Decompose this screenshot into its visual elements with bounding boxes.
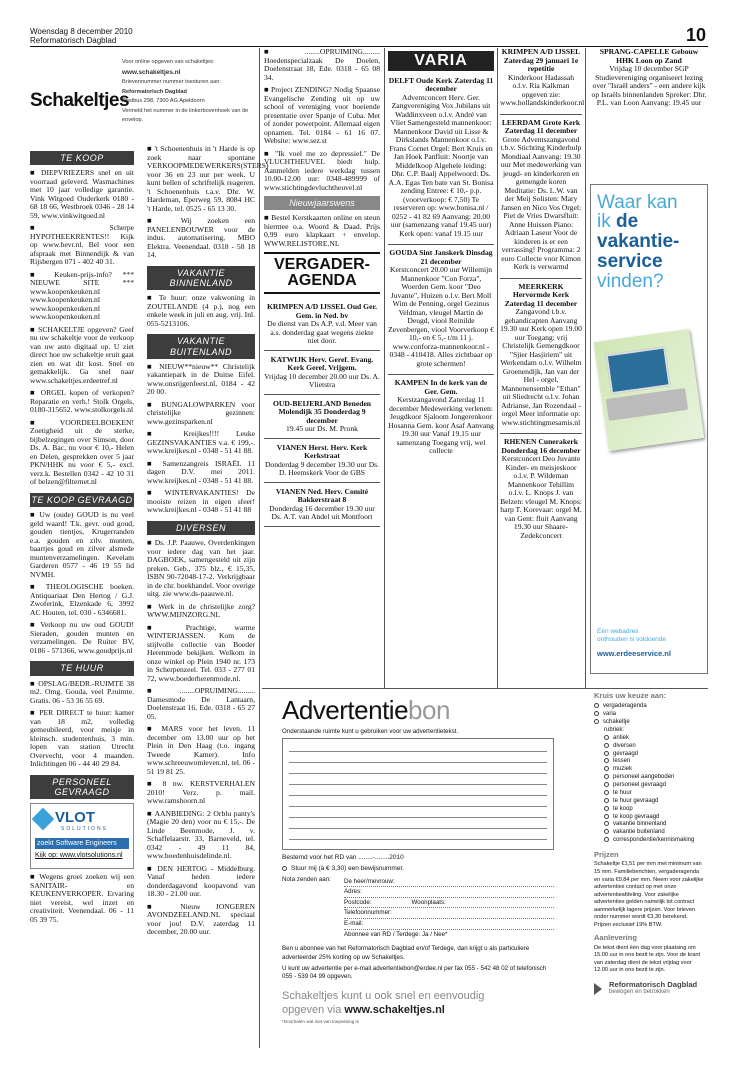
advertentiebon [262, 690, 574, 1050]
laptop-illustration [594, 328, 704, 450]
entry-body: Donderdag 16 december 19.30 uur Ds. A.T. van Andel uit Montfoort [269, 503, 375, 522]
radio-icon[interactable] [594, 711, 599, 716]
option-sub[interactable] [604, 743, 706, 751]
online-url[interactable]: www.schakeltjes.nl [344, 1003, 445, 1016]
entry-body: 19.45 uur Ds. M. Pronk [286, 424, 358, 434]
radio-icon[interactable] [604, 782, 609, 787]
field-name[interactable]: De heer/mevrouw: [344, 877, 554, 888]
vlot-ad[interactable] [30, 803, 134, 869]
entry-title: DELFT Oude Kerk Zaterdag 11 december [388, 75, 494, 94]
rd-logo-name: Reformatorisch Dagblad [609, 979, 698, 989]
entry-title: RHENEN Cunerakerk Donderdag 16 december [501, 437, 581, 455]
nota-fields [344, 877, 554, 940]
entry-body: Vrijdag 10 december 20.00 uur Ds. A. Vlietstra [264, 371, 380, 390]
option-sub[interactable] [604, 798, 706, 806]
classified-ad: ■ Wegens groei zoeken wij een SANITAIR- en KEUKENVERKOPER. Ervaring niet vereist, wel inzet en creativiteit. Veenendaal. 06 - 11 05 39 75. [30, 872, 134, 924]
entry-title: MEERKERK Hervormde Kerk Zaterdag 11 december [504, 281, 578, 308]
write-line[interactable] [289, 763, 547, 774]
classified-ad: ■ MARS voor het leven. 11 december om 13.00 uur op het Plein in Den Haag (t.o. ingang Tweede Kamer). Info www.schreeuwomleven.nl, tel. 06 - 51 19 81 25. [147, 724, 255, 776]
info-url[interactable]: www.schakeltjes.nl [122, 68, 181, 76]
nota-label: Nota zenden aan: [282, 875, 331, 883]
rubriek-title: Kruis uw keuze aan: [594, 691, 667, 700]
rubriek-panel [594, 692, 706, 1057]
option-label: te huur [613, 790, 632, 797]
option-label: muziek [613, 766, 633, 773]
vakantieservice-ad[interactable] [590, 184, 708, 674]
option-sub[interactable] [604, 758, 706, 766]
vergader-entry [264, 441, 380, 483]
divider [497, 48, 498, 688]
classified-ad: ■ PER DIRECT te huur: kamer van 18 m2, volledig gemeubileerd, voor meisje in kleinsch. studentenhuis, 3 min. lopen van station Utrecht Overvecht, voor 4 maanden. Inlichtingen 06 - 44 40 29 84. [30, 708, 134, 769]
rd-logo [594, 981, 706, 996]
ad-line: vinden? [597, 271, 664, 293]
field-woonplaats[interactable]: Woonplaats: [411, 898, 446, 906]
varia-title: VARIA [388, 51, 494, 71]
classified-ad: ■ Scherpe HYPOTHEEKRENTES!! Kijk op www.bevr.nl. Bel voor een afspraak met Binnendijk & van Rijsbergen 071 - 402 40 31. [30, 223, 134, 267]
section-nieuwjaarswens: Nieuwjaarswens [264, 196, 380, 210]
entry-title: OUD-BEIJERLAND Beneden Molendijk 35 Donderdag 9 december [272, 398, 372, 425]
option-label: te huur gevraagd [613, 797, 659, 804]
ad-small-line: onthouden is voldoende [597, 636, 667, 644]
entry-body: Donderdag 9 december 19.30 uur Ds. D. Heemskerk Voor de GBS [264, 459, 380, 478]
option-sub[interactable] [604, 829, 706, 837]
radio-icon[interactable] [604, 766, 609, 771]
classified-ad: ■ DEN HERTOG - Middelburg. Vanaf heden iedere donderdagavond koopavond van 18.30 - 21.00 uur. [147, 863, 255, 899]
entry-title: SPRANG-CAPELLE Gebouw HHK Loon op Zand [599, 47, 699, 65]
write-line[interactable] [289, 741, 547, 752]
besteed: Bestemd voor het RD van ........-........2010 [282, 854, 404, 862]
option-schakeltje[interactable] [594, 719, 706, 727]
write-line[interactable] [289, 829, 547, 840]
option-label: personeel gevraagd [613, 782, 667, 789]
entry-title: KRIMPEN A/D IJSSEL Oud Ger. Gem. in Ned. bv [266, 302, 378, 320]
ad-line [597, 212, 701, 232]
option-vergaderagenda[interactable] [594, 703, 706, 711]
classified-ad: ■ SCHAKELTJE opgeven? Geef nu uw schakeltje voor de verkoop van uw auto digitaal op. U ziet direct hoe uw schakeltje eruit gaat zien en wat dit kost. Snel en gemakkelijk. Ga snel naar www.schakeltjes.erdeetref.nl [30, 324, 134, 385]
ad-line: service [597, 251, 663, 273]
ad-small [597, 628, 666, 645]
section-te-koop: TE KOOP [30, 149, 134, 165]
classified-ad: ■ Te huur: onze vakwoning in ZOUTELANDE (4 p.), nog een enkele week in juli en aug. vrij. Inl. 055-5213106. [147, 293, 255, 328]
ad-headline [597, 193, 701, 293]
instruction: Onderstaande ruimte kunt u gebruiken voor uw advertentietekst. [282, 728, 459, 736]
bewijs-label: Stuur mij (à € 3,30) een bewijsnummer. [291, 865, 405, 873]
entry-body: Kerstconcert Deo Juvante Kinder- en meisjeskoor o.l.v. P. Wildeman Mannenkoor Tehillim o.l.v. L. Knops J. van Belzen: vleugel M. Knops: harp T. Korevaar: orgel M. van Gent: fluit Aanvang 19.30 uur Shaare-Zedekconcert [500, 454, 582, 540]
option-sub[interactable] [604, 774, 706, 782]
column-1 [30, 145, 134, 1060]
radio-icon[interactable] [604, 829, 609, 834]
option-label: personeel aangeboden [613, 774, 675, 781]
sub-title: rubriek: [604, 727, 625, 734]
varia-entry [388, 374, 494, 456]
ad-line: vakantie- [597, 231, 680, 253]
classified-ad: ■ ORGEL kopen of verkopen? Reparatie en verh.! Stolk Orgels, 0180-315652. www.stolkorgels.nl [30, 388, 134, 415]
vlot-logo [35, 810, 129, 827]
classified-ad: ■ Werk in de christelijke zorg? WWW.MIJNZORG.NL [147, 601, 255, 620]
entry-body: Zangavond t.b.v. gehandicapten Aanvang 19.30 uur Kerk open 19.00 uur Toegang: vrij Christelijk Gemengdkoor "Sjier Hasjiriem" uit Werkendam o.l.v. Wilhelm Groenendijk, Jan van der Hel - orgel, Mannenensemble "Ethan" uit Sliedrecht o.l.v. Johan Adrianse, Jan Rozendaal - orgel Meer informatie op: www.stichtingmesamis.nl [500, 307, 582, 427]
varia-entry [388, 77, 494, 239]
classified-ad: ■ Uw (oude) GOUD is nu veel geld waard! T.k. gevr. oud goud, gouden tientjes, Krugerranden e.a. gouden en zilv. munten, baartjes goud en zilver alsmede muntenverzamelingen. Kevelam Garderen 0577 - 46 19 55 lid NVMH. [30, 510, 134, 579]
field-adres[interactable]: Adres: [344, 887, 554, 898]
field-postcode[interactable]: Postcode: [344, 898, 372, 906]
column-5 [500, 47, 585, 688]
send-note: U kunt uw advertentie per e-mail advertentiebon@erdee.nl per fax 055 - 542 48 02 of telefonisch 055 - 539 04 99 opgeven. [282, 964, 547, 981]
option-sub[interactable] [604, 751, 706, 759]
page-number: 10 [685, 25, 706, 45]
section-vakantie-binnenland: VAKANTIE BINNENLAND [147, 264, 255, 291]
option-sub[interactable] [604, 806, 706, 814]
classified-ad: ■ VOORDEELBOEKEN! Zoetigheid uit de sterke, bijbelzegingen over Simson, door Ds. A. Bac, nu voor € 10,- Helen en Delen, gesprekken over 5 jaar PKN/HHK nu voor € 5,- excl. verz.k. Bestellen 0342 - 42 10 31 of belzen@filternet.nl [30, 417, 134, 487]
option-label: varia [603, 711, 617, 718]
entry-body: Kinderkoor Hadassah o.l.v. Ria Kalkman opgeven zie: www.hollandskinderkoor.nl [500, 72, 585, 107]
title-main: Advertentie [282, 695, 409, 725]
classified-ad: ■ DIEPVRIEZERS snel en uit voorraad geleverd. Wasmachines met 10 jaar volledige garantie. Vink Witgoed Ouderkerk 0180 - 68 18 66, Westbroek 0346 - 28 14 59, www.vinkwitgoed.nl [30, 168, 134, 220]
entry-body: Grote Adventszangavond t.b.v. Stichting Kinderhulp Mondiaal Aanvang: 19.30 uur Met medewerking van jeugd- en kinderkoren en gemengde koren Meditatie: Ds. L.W. van der Meij Solisten: Mary Jansen en Nico Vos Orgel: Piet de Vries Dwarsfluit: Anne Huissen Piano: Adriaan Laseur Voor de kinderen is er een verrassing! Programma: 2 euro Collecte voor Kimon Kerk is verwarmd [500, 134, 582, 271]
write-line[interactable] [289, 774, 547, 785]
radio-icon[interactable] [604, 821, 609, 826]
field-abonnee[interactable]: Abonnee van RD / Terdege: Ja / Nee* [344, 930, 448, 938]
entry-body: Kerstconcert 20.00 uur Willemijn Mannenkoor "Con Forza", Woerden Gem. koor "Deo Juvante", Huizen o.l.v. Bert Moll Wim de Penning, orgel Gezinus Veldman, vleugel Martin de Deugd, viool Reinilde Zevenbergen, viool Voorverkoop € 10,- en € 5,- t/m 11 j. www.conforza-mannenkoor.nl - 0348 - 410418. Alles zichtbaar op grote schermen! [388, 265, 494, 368]
divider [262, 688, 708, 689]
title-suffix: bon [408, 695, 450, 725]
radio-icon[interactable] [604, 798, 609, 803]
section-te-huur: TE HUUR [30, 659, 134, 675]
rd-mark-icon [594, 983, 606, 995]
option-label: vakantie binnenland [613, 821, 667, 828]
vergader-entry [264, 485, 380, 527]
entry-title: KATWIJK Herv. Geref. Evang. Kerk Geref. Vrijgem. [270, 354, 374, 373]
online-line: Schakeltjes kunt u ook snel en eenvoudig [282, 989, 485, 1002]
rubriek-subs [604, 735, 706, 845]
page-header [30, 27, 133, 45]
advertentiebon-title [282, 696, 574, 725]
option-sub[interactable] [604, 790, 706, 798]
write-line[interactable] [289, 818, 547, 829]
option-label: correspondentie/kennismaking [613, 837, 695, 844]
vlot-sub: SOLUTIONS [61, 826, 108, 833]
classified-ad: ■ Nieuw JONGEREN AVONDZEELAND.NL speciaal voor jou! D.V. zaterdag 11 december, 20.00 uur. [147, 901, 255, 937]
ad-text-area[interactable] [282, 738, 554, 850]
option-label: antiek [613, 734, 630, 741]
option-sub[interactable] [604, 766, 706, 774]
radio-icon[interactable] [282, 866, 287, 871]
option-label: lessen [613, 758, 631, 765]
entry-title: LEERDAM Grote Kerk Zaterdag 11 december [501, 117, 581, 135]
radio-icon[interactable] [604, 790, 609, 795]
divider [585, 48, 586, 688]
laptop-screen-icon [606, 346, 671, 394]
schakeltjes-header [30, 52, 256, 142]
radio-icon[interactable] [604, 814, 609, 819]
classified-ad: ■ ........OPRUIMING......... Damesmode De Lantaarn, Doelenstraat 16, Ede. 0318 - 65 27 05. [147, 686, 255, 721]
option-varia[interactable] [594, 711, 706, 719]
header-date: Woensdag 8 december 2010 [30, 27, 133, 36]
option-sub[interactable] [604, 814, 706, 822]
entry-body: Vrijdag 10 december SGP Studievereniging organiseert lezing over "Israël anders" - een andere kijk op Israëls binnenlanden Spreker: Dhr. P.L. van Loon Aanvang: 19.45 uur [591, 64, 707, 107]
section-diversen: DIVERSEN [147, 519, 255, 535]
varia-entry [500, 433, 582, 540]
classified-ad: ■ Project ZENDING? Nodig Spaanse Evangelische Zending uit op uw school of vereniging voor boeiende presentatie over Spanje of Cuba. Met of zonder powerpoint. Allemaal eigen opnamen. Tel. 0184 - 61 16 07. Website: www.sez.st [264, 85, 380, 145]
radio-icon[interactable] [604, 743, 609, 748]
radio-icon[interactable] [604, 735, 609, 740]
option-sub[interactable] [604, 735, 706, 743]
entry-body: Kerstzangavond Zaterdag 11 december Medewerking verlenen: Jeugdkoor Sjaloom Jongerenkoor Hosanna Gem. koor Asaf Aanvang 19.30 uur Vanaf 19.15 uur samenzang Toegang vrij, wel collecte [388, 395, 494, 456]
varia-entry [500, 278, 582, 428]
classified-ad: ■ AANBIEDING: 2 Orblu panty's (Magie 20 den) voor nu € 15,-. De Linde Beenmode, J. v. Schaffelaarstr. 33, Barneveld, tel. 0342 - 49 11 84, www.hoedenhuisdelinde.nl. [147, 808, 255, 861]
vlot-mark-icon [32, 807, 55, 830]
classified-ad: ■ BUNGALOWPARKEN voor christelijke gezinnen: www.gezinsparken.nl [147, 399, 255, 426]
classified-ad: ■ THEOLOGISCHE boeken. Antiquariaat Den Hertog / G.J. Zwoferink, Elzenkade 6, 3992 AC Houten, tel. 030 - 6346681. [30, 582, 134, 617]
classified-ad: ■ NIEUW**nieuw** Christelijk vakantiepark in de Duitse Eifel. www.onsrijgenfeest.nl, 0184 - 42 20 00. [147, 361, 255, 397]
entry-body: De dienst van Ds A.P. v.d. Meer van a.s. donderdag gaat wegens ziekte niet door. [267, 319, 377, 346]
option-sub[interactable] [604, 837, 706, 845]
option-label: schakeltje [603, 719, 630, 726]
footnote: *Doorhalen wat niet van toepassing is [282, 1019, 359, 1025]
write-line[interactable] [289, 796, 547, 807]
online-line: opgeven via [282, 1003, 345, 1016]
entry-title: KRIMPEN A/D IJSSEL Zaterdag 29 januari 1e repetitie [501, 47, 581, 73]
classified-ad: ■ Kreijkes!!!! Leuke GEZINSVAKANTIES v.a. € 199,-. www.kreijkes.nl - 0348 - 51 41 88. [147, 429, 255, 456]
write-line[interactable] [289, 807, 547, 818]
nota-block [282, 877, 554, 940]
radio-icon[interactable] [604, 751, 609, 756]
vergader-entry [264, 353, 380, 395]
info-line: Postbus 298, 7300 AG Apeldoorn [122, 98, 205, 105]
option-label: te koop gevraagd [613, 813, 660, 820]
radio-icon[interactable] [594, 719, 599, 724]
option-label: diversen [613, 742, 636, 749]
info-line: Brievennummer nummer toesturen aan: [122, 79, 221, 86]
radio-icon[interactable] [604, 774, 609, 779]
prijzen-title: Prijzen [594, 850, 619, 860]
write-line[interactable] [289, 785, 547, 796]
ad-small-line: Eén webadres [597, 627, 639, 635]
bewijs-option[interactable] [282, 865, 554, 872]
varia-entry [388, 244, 494, 368]
ad-line: Waar kan [597, 191, 678, 213]
option-sub[interactable] [604, 782, 706, 790]
option-label: vergaderagenda [603, 703, 647, 710]
classified-ad: ■ Keuken-prijs-info? *** NIEUWE SITE *** www.koopenkeuken.nl www.koopenkeuken.nl www.koopenkeuken.nl www.koopenkeuken.nl [30, 269, 134, 322]
classified-ad: ■ OPSLAG/BEDR.-RUIMTE 38 m2. Omg. Gouda, veel P.ruimte. Gratis. 06 - 53 36 55 69. [30, 678, 134, 705]
classified-ad: ■ Bestel Kerstkaarten online en steun hiermee o.a. Woord & Daad. Prijs 0,99 euro klapkaart + envelop. WWW.RELISTORE.NL [264, 213, 380, 248]
option-sub[interactable] [604, 821, 706, 829]
info-line: Vermeld het nummer in de linkerbovenhoek van de envelop. [122, 107, 249, 124]
aanlevering-text: De tekst dient één dag voor plaatsing om 15.00 uur in ons bezit te zijn. Voor de krant van zaterdag dient de tekst vrijdag voor 12.00 uur in ons bezit te zijn. [594, 944, 701, 974]
vlot-line1: zoekt Software Engineers [35, 838, 129, 850]
section-te-koop-gevraagd: TE KOOP GEVRAAGD [30, 491, 134, 507]
prijzen-text: Schakeltje €1,51 per mm met minimum van 15 mm. Familieberichten, vergaderagenda en varia €0,84 per mm. Neem voor zakelijke advertenties contact op met onze advertentieafdeling. Voor zakelijke advertenties gelden namelijk tot contract aanmerkelijk lagere prijzen. Voor brieven onder nummer wordt €3,30 berekend. Prijzen exclusief 19% BTW. [594, 861, 704, 928]
ad-word: de [616, 211, 639, 233]
classified-ad: ■ Prachtige, warme WINTERJASSEN. Kom de stijlvolle collectie van Boeder Herenmode bekijken. Welkom in onze winkel op Plein 1940 nr. 173 in Scherpenzeel. Tel. 033 - 277 01 72, www.boederherenmode.nl. [147, 622, 255, 683]
radio-icon[interactable] [594, 703, 599, 708]
vlot-link[interactable]: Kijk op: www.vlotsolutions.nl [35, 852, 123, 860]
classified-ad: ■ Samenzangreis ISRAËL 11 dagen D.V. mei 2011. www.kreijkes.nl - 0348 - 51 41 88. [147, 458, 255, 485]
radio-icon[interactable] [604, 758, 609, 763]
classified-ad: ■ Ds. J.P. Paauwe, Overdenkingen voor iedere dag van het jaar. DAGBOEK, samengesteld uit zijn preken. Geb., 375 blz., € 15,35, ISBN 90-72048-17-2. Verkrijgbaar in de chr. boekhandel. Voor overige uitg. zie www.ds-paauwe.nl. [147, 538, 255, 599]
vergaderagenda-title: VERGADER-AGENDA [264, 252, 380, 294]
classified-ad: ■ ........OPRUIMING......... Hoedenspecialzaak De Doelen, Doelenstraat 18, Ede. 0318 - 65 08 34. [264, 47, 380, 82]
aanlevering-title: Aanlevering [594, 933, 637, 943]
section-vakantie-buitenland: VAKANTIE BUITENLAND [147, 332, 255, 359]
classified-ad: ■ Verkoop nu uw oud GOUD! Sieraden, gouden munten en verzamelingen. De Ruiter BV, 0186 - 571366, www.goudprijs.nl [30, 620, 134, 655]
option-label: vakantie buitenland [613, 829, 665, 836]
field-telefoon[interactable]: Telefoonnummer: [344, 908, 554, 919]
vergader-entry [264, 397, 380, 439]
online-note [282, 990, 554, 1018]
abonnee-note: Ben u abonnee van het Reformatorisch Dagblad en/of Terdege, dan krijgt u als particuliere adverteerder 25% korting op uw Schakeltjes. [282, 945, 530, 961]
option-label: gevraagd [613, 750, 639, 757]
vergader-entry [264, 300, 380, 351]
section-personeel-gevraagd: PERSONEEL GEVRAAGD [30, 773, 134, 800]
divider [384, 48, 385, 688]
entry-title: GOUDA Sint Janskerk Dinsdag 21 december [389, 248, 493, 266]
field-postcode-row [344, 898, 554, 909]
column-6 [590, 48, 708, 688]
column-3 [264, 48, 380, 688]
classified-ad: ■ 8 nw. KERSTVERHALEN 2010! Verz. p. mail. www.ramshoorn.nl [147, 779, 255, 806]
info-line: Voor online opgeven van schakeltjes: [122, 59, 215, 65]
divider [259, 48, 260, 1048]
field-email[interactable]: E-mail: [344, 919, 554, 930]
entry-body: Adventconcert Herv. Ger. Zangvereniging Vox Jubilans uit Waddinxveen o.l.v. André van Vliet Samengesteld mannenkoor: Mannenkoor David uit Lisse & Dirkslands Mannenkoor o.l.v. Frans Cornet Orgel: Bert Kruis en Jan Hoek Panfluit: Noortje van Middelkoop Algehele leiding: Dhr. C.P. Baalj Appelwoord: Ds. A.A. Egas Ten bate van St. Bonisa zending Entree: € 10,- p.p. (voorverkoop: € 7,50) Te reserveren op: www.bonisa.nl / 0252 - 41 82 69 Aanvang: 20.00 uur (samenzang vanaf 19.45 uur) Kerk open: vanaf 19.15 uur [388, 92, 494, 238]
ad-url[interactable]: www.erdeeservice.nl [597, 649, 671, 659]
radio-icon[interactable] [604, 806, 609, 811]
entry-title: KAMPEN In de kerk van de Ger. Gem. [394, 378, 488, 396]
column-2 [147, 144, 269, 1060]
header-paper: Reformatorisch Dagblad [30, 36, 117, 46]
schakeltjes-logo: Schakeltjes [30, 90, 130, 111]
radio-icon[interactable] [604, 837, 609, 842]
vlot-name: VLOT [55, 809, 95, 827]
option-label: te koop [613, 805, 633, 812]
varia-entry [500, 47, 585, 108]
classified-ad: ■ "Ik voel me zo depressief." De VLUCHTHEUVEL biedt hulp. Aanmelden iedere werkdag tussen 10.00-12.00 uur: 0348-489999 of www.stichtingdevluchtheuvel.nl [264, 148, 380, 192]
column-4 [388, 48, 494, 688]
info-line: Reformatorisch Dagblad [122, 88, 187, 95]
classified-ad: ■ Wij zoeken een PANELENBOUWER voor de indus. automatisering, MBO Elektra. Veenendaal. 0318 - 58 18 14. [147, 216, 255, 259]
ad-word: ik [597, 211, 616, 233]
classified-ad: ■ 't Schoenenhuis in 't Harde is op zoek naar spontane VERKOOPMEDEWERKERS(STERS) voor 36 en 23 uur per week. U kunt bellen of schriftelijk reageren. 't Schoenenhuis t.a.v. Dhr. W. Hardeman, Eperweg 59, 8084 HC 't Harde, tel. 0525 - 65 13 30. [147, 144, 269, 213]
write-line[interactable] [289, 752, 547, 763]
entry-title: VIANEN Ned. Herv. Comité Bakkerstraat 8 [275, 486, 369, 505]
schakeltjes-info [122, 58, 256, 126]
varia-entry [500, 114, 582, 272]
rd-logo-tagline: bewogen en betrokken [609, 989, 670, 996]
entry-title: VIANEN Herst. Herv. Kerk Kerkstraat [276, 442, 368, 461]
classified-ad: ■ WINTERVAKANTIES! De mooiste reizen in eigen sfeer! www.kreijkes.nl - 0348 - 51 41 88 [147, 488, 255, 515]
varia-entry [590, 48, 708, 108]
